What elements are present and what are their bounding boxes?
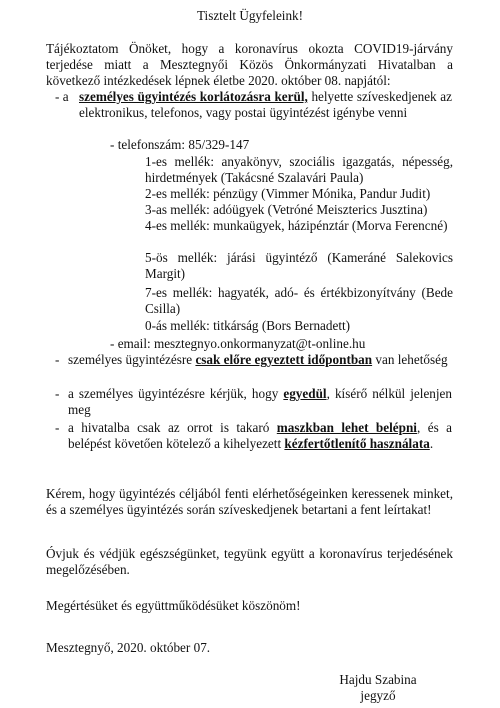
extension-item: 0-ás mellék: titkárság (Bors Bernadett) bbox=[145, 318, 351, 333]
bullet-text bbox=[68, 386, 452, 418]
bullet-dash: - bbox=[55, 352, 60, 367]
bullet-text-part: személyes ügyintézésre bbox=[68, 352, 196, 367]
bullet-text bbox=[79, 89, 452, 121]
bullet-text-part: , kísérő nélkül jelenjen meg bbox=[68, 386, 453, 418]
signature-name: Hajdu Szabina bbox=[339, 672, 417, 687]
bullet-rest-text: helyette szíveskedjenek az elektronikus, telefonos, vagy postai ügyintézést igénybe venni bbox=[79, 89, 452, 121]
bullet-text-part: . bbox=[429, 436, 434, 452]
emphasis-text: személyes ügyintézés korlátozásra kerül, bbox=[79, 89, 308, 104]
health-paragraph: Óvjuk és védjük egészségünket, tegyünk együtt a koronavírus terjedésének megelőzésében. bbox=[46, 546, 453, 578]
place-date: Mesztegnyő, 2020. október 07. bbox=[46, 640, 211, 655]
extension-item: 5-ös mellék: járási ügyintéző (Kameráné Salekovics Margit) bbox=[145, 250, 453, 282]
extension-item: 1-es mellék: anyakönyv, szociális igazgatás, népesség, hirdetmények (Takácsné Szalavári Paula) bbox=[145, 154, 453, 186]
extension-item: 3-as mellék: adóügyek (Vetróné Meiszterics Jusztina) bbox=[145, 202, 428, 217]
emphasis-text: csak előre egyeztett időpontban bbox=[195, 352, 373, 367]
emphasis-text: kézfertőtlenítő használata bbox=[284, 436, 430, 452]
bullet-dash: - bbox=[55, 386, 60, 401]
signature-role: jegyző bbox=[360, 688, 396, 703]
bullet-text bbox=[68, 420, 452, 452]
bullet-text-part: a személyes ügyintézésre kérjük, hogy bbox=[68, 386, 284, 401]
bullet-text-part: van lehetőség bbox=[372, 352, 448, 367]
phone-number-line: - telefonszám: 85/329-147 bbox=[110, 137, 250, 152]
request-paragraph: Kérem, hogy ügyintézés céljából fenti elérhetőségeinken keressenek minket, és a személyes ügyintézés során szíveskedjenek betartani a fent leírtakat! bbox=[46, 486, 453, 518]
intro-paragraph: Tájékoztatom Önöket, hogy a koronavírus okozta COVID19-járvány terjedése miatt a Mesztegnyői Közös Önkormányzati Hivatalban a következő intézkedések lépnek életbe 2020. október 08. napjától: bbox=[46, 41, 453, 89]
extension-item: 2-es mellék: pénzügy (Vimmer Mónika, Pandur Judit) bbox=[145, 186, 431, 201]
extension-item: 4-es mellék: munkaügyek, házipénztár (Morva Ferencné) bbox=[145, 218, 448, 233]
thanks-paragraph: Megértésüket és együttműködésüket köszönöm! bbox=[46, 598, 301, 613]
emphasis-text: egyedül bbox=[283, 386, 327, 401]
bullet-dash: - bbox=[55, 420, 60, 435]
bullet-text-part: a hivatalba csak az orrot is takaró bbox=[68, 420, 277, 435]
extension-item: 7-es mellék: hagyaték, adó- és értékbizonyítvány (Bede Csilla) bbox=[145, 285, 453, 317]
bullet-dash: - a bbox=[55, 89, 69, 104]
emphasis-text: maszkban lehet belépni bbox=[276, 420, 417, 435]
email-line: - email: mesztegnyo.onkormanyzat@t-online.hu bbox=[110, 336, 366, 351]
bullet-text-part: , és a belépést követően kötelező a kihelyezett bbox=[68, 420, 453, 452]
salutation-title: Tisztelt Ügyfeleink! bbox=[196, 8, 304, 23]
bullet-text bbox=[68, 352, 452, 368]
